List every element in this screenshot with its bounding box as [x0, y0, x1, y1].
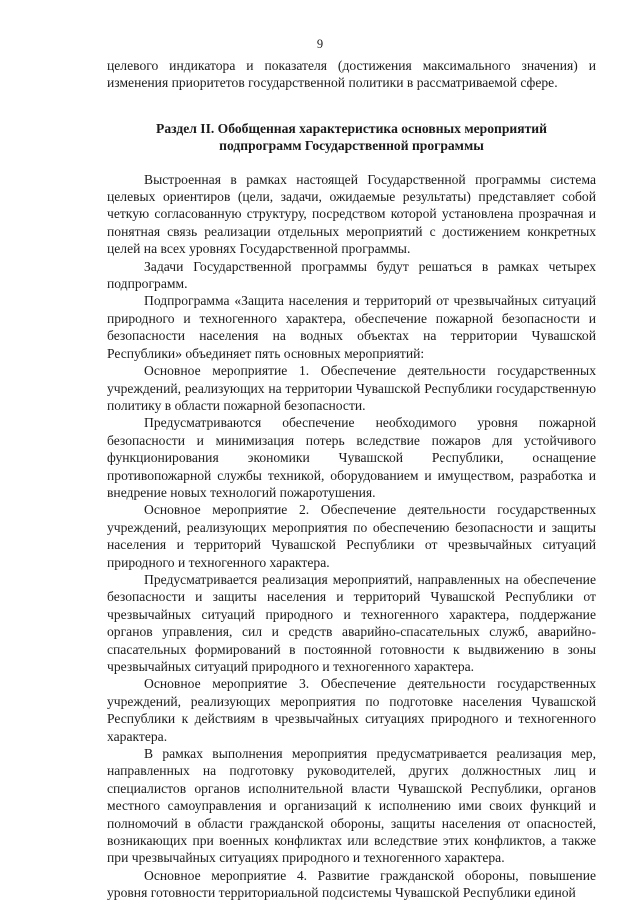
section-heading-line-1: Раздел II. Обобщенная характеристика основных мероприятий	[156, 120, 547, 136]
paragraph-3: Подпрограмма «Защита населения и территорий от чрезвычайных ситуаций природного и техногенного характера, обеспечение пожарной безопасности и безопасности населения на водных объектах на территории Чувашской Республики» объединяет пять основных мероприятий:	[107, 293, 596, 361]
paragraph-7: Предусматривается реализация мероприятий, направленных на обеспечение безопасности и защиты населения и территорий Чувашской Республики от чрезвычайных ситуаций природного и техногенного характера, поддержание органов управления, сил и средств аварийно-спасательных служб, аварийно-спасательных формирований в постоянной готовности к выдвижению в зоны чрезвычайных ситуаций природного и техногенного характера.	[107, 571, 596, 674]
paragraph-5: Предусматриваются обеспечение необходимого уровня пожарной безопасности и минимизация потерь вследствие пожаров для устойчивого функционирования экономики Чувашской Республики, оснащение противопожарной службы техникой, оборудованием и имуществом, разработка и внедрение новых технологий пожаротушения.	[107, 415, 596, 500]
paragraph-2: Задачи Государственной программы будут решаться в рамках четырех подпрограмм.	[107, 258, 596, 292]
page-number: 9	[316, 37, 324, 51]
intro-continuation: целевого индикатора и показателя (достижения максимального значения) и изменения приоритетов государственной политики в рассматриваемой сфере.	[107, 58, 596, 91]
paragraph-4: Основное мероприятие 1. Обеспечение деятельности государственных учреждений, реализующих на территории Чувашской Республики государственную политику в области пожарной безопасности.	[107, 363, 596, 413]
section-heading-line-2: подпрограмм Государственной программы	[219, 138, 484, 154]
paragraph-8: Основное мероприятие 3. Обеспечение деятельности государственных учреждений, реализующих мероприятия по подготовке населения Чувашской Республики к действиям в чрезвычайных ситуациях природного и техногенного характера.	[107, 676, 596, 744]
paragraph-9: В рамках выполнения мероприятия предусматривается реализация мер, направленных на подготовку руководителей, других должностных лиц и специалистов органов исполнительной власти Чувашской Республики, органов местного самоуправления и организаций к исполнению ими своих функций и полномочий в области гражданской обороны, защиты населения от опасностей, возникающих при военных конфликтах или вследствие этих конфликтов, а также при чрезвычайных ситуациях природного и техногенного характера.	[107, 746, 596, 866]
section-heading	[107, 120, 596, 155]
paragraph-6: Основное мероприятие 2. Обеспечение деятельности государственных учреждений, реализующих мероприятия по обеспечению безопасности и защиты населения и территорий Чувашской Республики от чрезвычайных ситуаций природного и техногенного характера.	[107, 502, 596, 570]
paragraph-1: Выстроенная в рамках настоящей Государственной программы система целевых ориентиров (цели, задачи, ожидаемые результаты) представляет собой четкую согласованную структуру, посредством которой установлена прозрачная и понятная связь реализации отдельных мероприятий с достижением конкретных целей на всех уровнях Государственной программы.	[107, 171, 596, 257]
paragraph-10: Основное мероприятие 4. Развитие гражданской обороны, повышение уровня готовности территориальной подсистемы Чувашской Республики единой	[107, 867, 596, 901]
document-body	[107, 57, 596, 902]
